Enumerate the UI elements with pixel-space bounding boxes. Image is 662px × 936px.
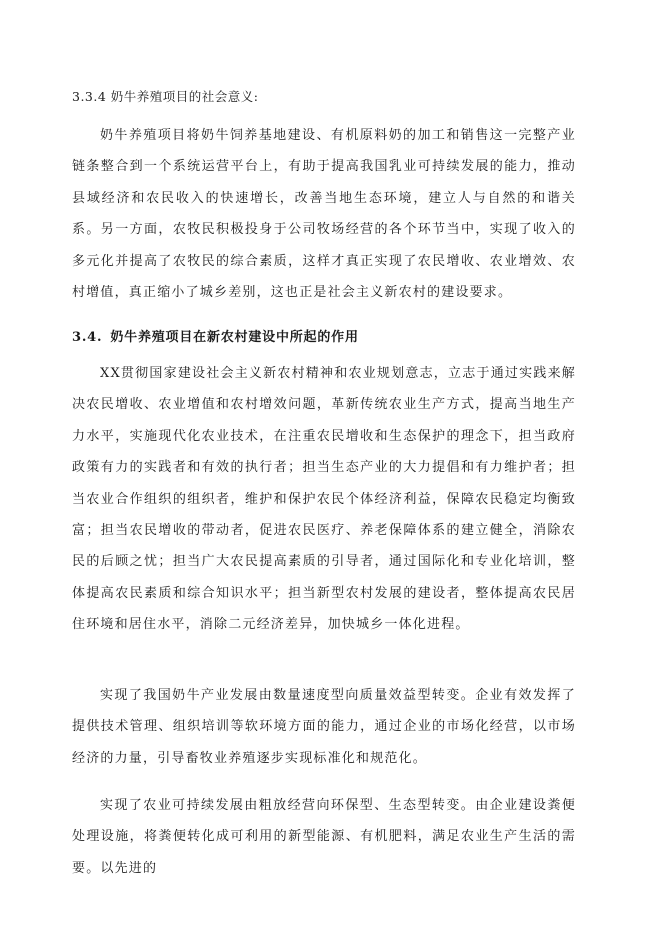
paragraph-sustainable-development: 实现了农业可持续发展由粗放经营向环保型、生态型转变。由企业建设粪便处理设施，将粪便转化成可利用的新型能源、有机肥料，满足农业生产生活的需要。以先进的 xyxy=(72,798,576,876)
section-heading-3-4 xyxy=(72,328,359,348)
section-number: 3.4. xyxy=(72,330,103,345)
paragraph-industry-transformation: 实现了我国奶牛产业发展由数量速度型向质量效益型转变。企业有效发挥了提供技术管理、组织培训等软环境方面的能力，通过企业的市场化经营，以市场经济的力量，引导畜牧业养殖逐步实现标准化和规范化。 xyxy=(72,688,576,766)
section-title: 奶牛养殖项目在新农村建设中所起的作用 xyxy=(110,330,359,345)
paragraph-new-rural-role: XX贯彻国家建设社会主义新农村精神和农业规划意志，立志于通过实践来解决农民增收、农业增值和农村增效问题，革新传统农业生产方式，提高当地生产力水平，实施现代化农业技术，在注重农民增收和生态保护的理念下，担当政府政策有力的实践者和有效的执行者；担当生态产业的大力提倡和有力维护者；担当农业合作组织的组织者，维护和保护农民个体经济利益，保障农民稳定均衡致富；担当农民增收的带动者，促进农民医疗、养老保障体系的建立健全，消除农民的后顾之忧；担当广大农民提高素质的引导者，通过国际化和专业化培训，整体提高农民素质和综合知识水平；担当新型农村发展的建设者，整体提高农民居住环境和居住水平，消除二元经济差异，加快城乡一体化进程。 xyxy=(72,366,576,633)
paragraph-social-significance: 奶牛养殖项目将奶牛饲养基地建设、有机原料奶的加工和销售这一完整产业链条整合到一个系统运营平台上，有助于提高我国乳业可持续发展的能力，推动县域经济和农民收入的快速增长，改善当地生态环境，建立人与自然的和谐关系。另一方面，农牧民积极投身于公司牧场经营的各个环节当中，实现了收入的多元化并提高了农牧民的综合素质，这样才真正实现了农民增收、农业增效、农村增值，真正缩小了城乡差别，这也正是社会主义新农村的建设要求。 xyxy=(72,128,576,301)
section-heading-3-3-4: 3.3.4 奶牛养殖项目的社会意义: xyxy=(72,89,259,104)
